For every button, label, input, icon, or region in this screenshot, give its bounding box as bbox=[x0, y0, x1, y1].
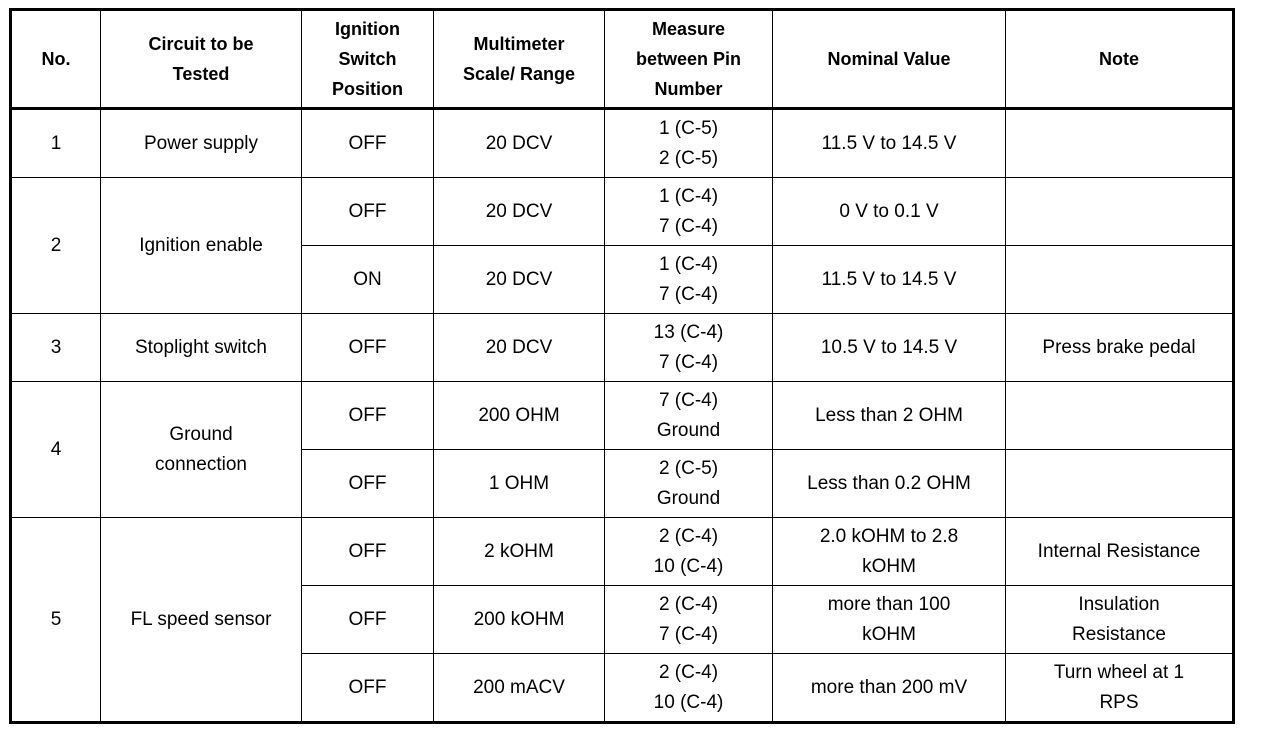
cell-nominal-line: 11.5 V to 14.5 V bbox=[821, 268, 957, 290]
cell-ignition bbox=[302, 178, 434, 246]
table-row bbox=[11, 178, 1234, 246]
cell-no-text: 1 bbox=[50, 132, 62, 154]
cell-no bbox=[11, 178, 101, 314]
cell-circuit bbox=[101, 314, 302, 382]
table-row bbox=[11, 109, 1234, 178]
cell-scale bbox=[434, 178, 605, 246]
cell-circuit-line: Ignition enable bbox=[139, 234, 263, 256]
cell-pins-line: Ground bbox=[656, 487, 721, 509]
cell-no-text: 2 bbox=[50, 234, 62, 256]
cell-circuit-line: FL speed sensor bbox=[130, 608, 272, 630]
cell-pins-line: 1 (C-4) bbox=[658, 253, 719, 275]
cell-nominal bbox=[773, 586, 1006, 654]
cell-ignition bbox=[302, 586, 434, 654]
cell-circuit bbox=[101, 382, 302, 518]
cell-pins bbox=[605, 518, 773, 586]
cell-scale-text: 200 kOHM bbox=[473, 608, 565, 630]
cell-scale bbox=[434, 586, 605, 654]
cell-no-text: 3 bbox=[50, 336, 62, 358]
cell-note-line: RPS bbox=[1099, 691, 1139, 713]
cell-note bbox=[1006, 382, 1234, 450]
table-row bbox=[11, 314, 1234, 382]
cell-pins bbox=[605, 109, 773, 178]
cell-nominal bbox=[773, 450, 1006, 518]
cell-ignition-text: OFF bbox=[348, 404, 387, 426]
cell-pins-line: 7 (C-4) bbox=[658, 351, 719, 373]
cell-note bbox=[1006, 109, 1234, 178]
table-row bbox=[11, 382, 1234, 450]
cell-pins-line: Ground bbox=[656, 419, 721, 441]
cell-nominal-line: more than 100 bbox=[827, 593, 951, 615]
cell-note bbox=[1006, 314, 1234, 382]
cell-pins-line: 2 (C-4) bbox=[658, 661, 719, 683]
cell-scale bbox=[434, 382, 605, 450]
cell-nominal bbox=[773, 178, 1006, 246]
cell-note-line: Insulation bbox=[1078, 593, 1160, 615]
cell-pins-line: 2 (C-4) bbox=[658, 525, 719, 547]
cell-pins bbox=[605, 450, 773, 518]
header-no: No. bbox=[11, 10, 101, 109]
cell-pins-line: 10 (C-4) bbox=[653, 555, 724, 577]
cell-pins bbox=[605, 246, 773, 314]
cell-ignition bbox=[302, 314, 434, 382]
cell-nominal-line: kOHM bbox=[862, 555, 916, 577]
header-ignition: Ignition Switch Position bbox=[302, 10, 434, 109]
cell-nominal bbox=[773, 246, 1006, 314]
cell-nominal-line: Less than 0.2 OHM bbox=[807, 472, 971, 494]
header-measure: Measure between Pin Number bbox=[605, 10, 773, 109]
cell-note bbox=[1006, 654, 1234, 723]
cell-pins-line: 7 (C-4) bbox=[658, 389, 719, 411]
table-row bbox=[11, 518, 1234, 586]
cell-ignition-text: OFF bbox=[348, 540, 387, 562]
cell-pins bbox=[605, 314, 773, 382]
cell-nominal bbox=[773, 518, 1006, 586]
cell-scale bbox=[434, 314, 605, 382]
cell-pins-line: 7 (C-4) bbox=[658, 623, 719, 645]
cell-ignition bbox=[302, 109, 434, 178]
cell-scale-text: 20 DCV bbox=[485, 336, 553, 358]
cell-scale-text: 20 DCV bbox=[485, 132, 553, 154]
cell-scale bbox=[434, 518, 605, 586]
header-circuit: Circuit to be Tested bbox=[101, 10, 302, 109]
cell-circuit bbox=[101, 178, 302, 314]
cell-nominal bbox=[773, 382, 1006, 450]
cell-circuit bbox=[101, 518, 302, 723]
cell-pins-line: 10 (C-4) bbox=[653, 691, 724, 713]
cell-pins-line: 2 (C-5) bbox=[658, 457, 719, 479]
cell-nominal-line: 2.0 kOHM to 2.8 bbox=[819, 525, 959, 547]
cell-scale-text: 200 mACV bbox=[473, 676, 565, 698]
cell-note-line: Resistance bbox=[1072, 623, 1166, 645]
cell-no bbox=[11, 382, 101, 518]
cell-ignition bbox=[302, 246, 434, 314]
cell-circuit bbox=[101, 109, 302, 178]
cell-pins bbox=[605, 586, 773, 654]
cell-ignition bbox=[302, 382, 434, 450]
header-row bbox=[11, 10, 1234, 109]
cell-pins bbox=[605, 382, 773, 450]
cell-circuit-line: Stoplight switch bbox=[134, 336, 267, 358]
cell-pins-line: 13 (C-4) bbox=[653, 321, 724, 343]
cell-nominal-line: more than 200 mV bbox=[810, 676, 968, 698]
cell-ignition bbox=[302, 518, 434, 586]
cell-pins bbox=[605, 178, 773, 246]
cell-nominal-line: 0 V to 0.1 V bbox=[839, 200, 939, 222]
cell-pins-line: 7 (C-4) bbox=[658, 283, 719, 305]
cell-circuit-line: Power supply bbox=[143, 132, 259, 154]
cell-circuit-line: Ground bbox=[169, 423, 233, 445]
cell-pins-line: 1 (C-5) bbox=[658, 117, 719, 139]
cell-ignition-text: ON bbox=[353, 268, 382, 290]
cell-nominal-line: Less than 2 OHM bbox=[815, 404, 963, 426]
cell-circuit-line: connection bbox=[155, 453, 247, 475]
cell-no bbox=[11, 109, 101, 178]
cell-ignition-text: OFF bbox=[348, 608, 387, 630]
cell-scale-text: 20 DCV bbox=[485, 268, 553, 290]
cell-note bbox=[1006, 518, 1234, 586]
cell-note bbox=[1006, 246, 1234, 314]
cell-scale-text: 20 DCV bbox=[485, 200, 553, 222]
header-nominal: Nominal Value bbox=[773, 10, 1006, 109]
cell-no bbox=[11, 314, 101, 382]
cell-pins bbox=[605, 654, 773, 723]
cell-note bbox=[1006, 178, 1234, 246]
cell-nominal bbox=[773, 109, 1006, 178]
cell-ignition-text: OFF bbox=[348, 336, 387, 358]
cell-pins-line: 7 (C-4) bbox=[658, 215, 719, 237]
cell-no-text: 5 bbox=[50, 608, 62, 630]
cell-nominal-line: 11.5 V to 14.5 V bbox=[821, 132, 957, 154]
cell-nominal-line: kOHM bbox=[862, 623, 916, 645]
cell-ignition-text: OFF bbox=[348, 200, 387, 222]
cell-scale bbox=[434, 109, 605, 178]
cell-ignition bbox=[302, 654, 434, 723]
cell-nominal bbox=[773, 314, 1006, 382]
cell-scale-text: 2 kOHM bbox=[484, 540, 554, 562]
cell-note-line: Internal Resistance bbox=[1037, 540, 1201, 562]
cell-ignition-text: OFF bbox=[348, 676, 387, 698]
cell-no-text: 4 bbox=[50, 438, 62, 460]
header-note: Note bbox=[1006, 10, 1234, 109]
circuit-test-table bbox=[9, 8, 1235, 724]
cell-scale-text: 1 OHM bbox=[488, 472, 550, 494]
cell-pins-line: 1 (C-4) bbox=[658, 185, 719, 207]
cell-no bbox=[11, 518, 101, 723]
cell-scale-text: 200 OHM bbox=[478, 404, 560, 426]
cell-pins-line: 2 (C-5) bbox=[658, 147, 719, 169]
cell-scale bbox=[434, 450, 605, 518]
table-body bbox=[11, 109, 1234, 723]
cell-scale bbox=[434, 654, 605, 723]
cell-ignition bbox=[302, 450, 434, 518]
cell-note bbox=[1006, 586, 1234, 654]
cell-note bbox=[1006, 450, 1234, 518]
cell-nominal bbox=[773, 654, 1006, 723]
cell-nominal-line: 10.5 V to 14.5 V bbox=[820, 336, 958, 358]
cell-ignition-text: OFF bbox=[348, 472, 387, 494]
cell-note-line: Turn wheel at 1 bbox=[1053, 661, 1185, 683]
header-multimeter: Multimeter Scale/ Range bbox=[434, 10, 605, 109]
cell-ignition-text: OFF bbox=[348, 132, 387, 154]
cell-note-line: Press brake pedal bbox=[1042, 336, 1196, 358]
cell-scale bbox=[434, 246, 605, 314]
cell-pins-line: 2 (C-4) bbox=[658, 593, 719, 615]
